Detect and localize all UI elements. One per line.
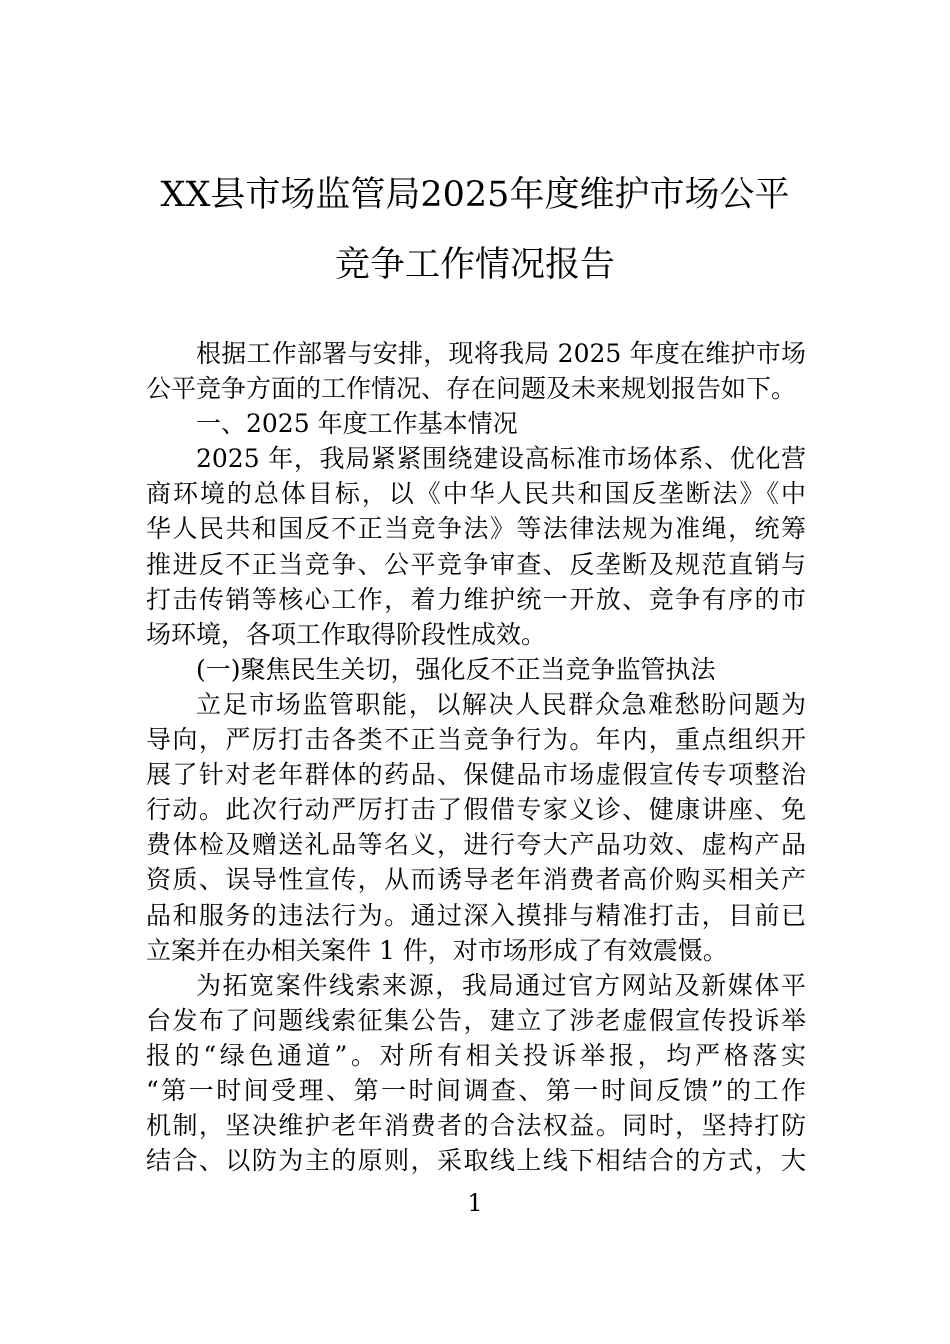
body-line: 资质、误导性宣传，从而诱导老年消费者高价购买相关产 <box>146 865 806 895</box>
body-line: 2025 年，我局紧紧围绕建设高标准市场体系、优化营 <box>196 444 806 474</box>
body-line: 报的“绿色通道”。对所有相关投诉举报，均严格落实 <box>146 1040 806 1070</box>
body-line: 公平竞争方面的工作情况、存在问题及未来规划报告如下。 <box>146 374 797 404</box>
body-line: 费体检及赠送礼品等名义，进行夸大产品功效、虚构产品 <box>146 830 806 860</box>
body-line: 打击传销等核心工作，着力维护统一开放、竞争有序的市 <box>146 584 806 614</box>
body-line: 推进反不正当竞争、公平竞争审查、反垄断及规范直销与 <box>146 549 806 579</box>
body-line: 立案并在办相关案件 1 件，对市场形成了有效震慑。 <box>146 935 728 965</box>
body-line: 结合、以防为主的原则，采取线上线下相结合的方式，大 <box>146 1146 806 1176</box>
body-line: 行动。此次行动严厉打击了假借专家义诊、健康讲座、免 <box>146 795 806 825</box>
document-title-line-2: 竞争工作情况报告 <box>334 245 615 285</box>
document-title-line-1: XX县市场监管局2025年度维护市场公平 <box>160 175 790 215</box>
body-line: 华人民共和国反不正当竞争法》等法律法规为准绳，统筹 <box>146 514 806 544</box>
body-line: 场环境，各项工作取得阶段性成效。 <box>146 619 547 649</box>
body-line: 品和服务的违法行为。通过深入摸排与精准打击，目前已 <box>146 900 806 930</box>
page-number: 1 <box>467 1189 483 1217</box>
body-line: 根据工作部署与安排，现将我局 2025 年度在维护市场 <box>196 339 806 368</box>
body-line: 台发布了问题线索征集公告，建立了涉老虚假宣传投诉举 <box>146 1005 806 1035</box>
body-line: 立足市场监管职能，以解决人民群众急难愁盼问题为 <box>196 689 806 719</box>
document-body <box>146 336 806 1178</box>
section-heading: 一、2025 年度工作基本情况 <box>196 409 518 439</box>
body-line: 展了针对老年群体的药品、保健品市场虚假宣传专项整治 <box>146 760 806 790</box>
body-line: 机制，坚决维护老年消费者的合法权益。同时，坚持打防 <box>146 1111 806 1141</box>
subsection-heading: (一)聚焦民生关切，强化反不正当竞争监管执法 <box>196 654 716 684</box>
body-line: 商环境的总体目标，以《中华人民共和国反垄断法》《中 <box>146 479 806 509</box>
body-line: 导向，严厉打击各类不正当竞争行为。年内，重点组织开 <box>146 725 806 755</box>
body-line: “第一时间受理、第一时间调查、第一时间反馈”的工作 <box>146 1075 806 1105</box>
body-line: 为拓宽案件线索来源，我局通过官方网站及新媒体平 <box>196 970 806 1000</box>
